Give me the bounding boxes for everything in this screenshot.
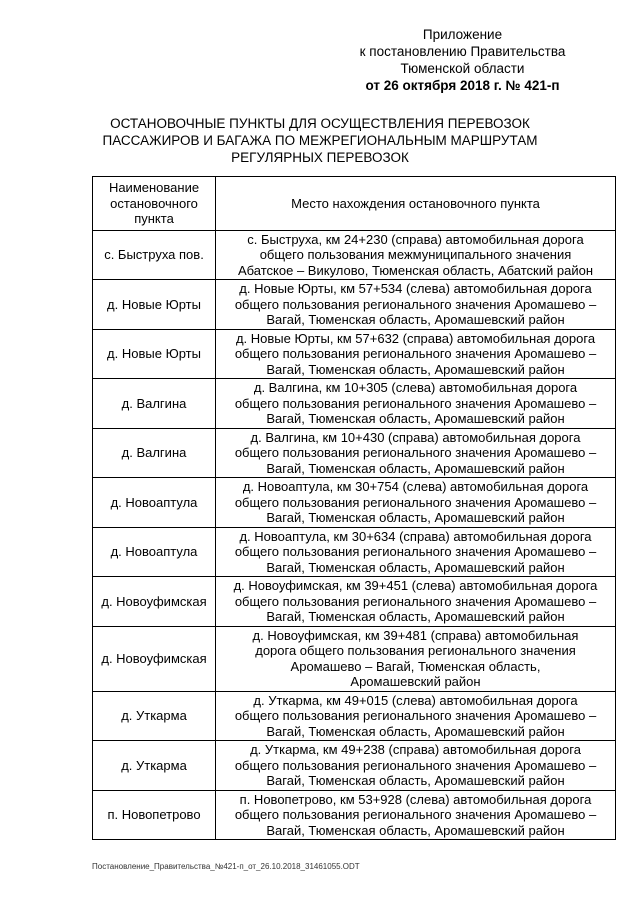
stop-name-cell: д. Уткарма (93, 691, 216, 741)
table-row (93, 790, 616, 840)
location-line: Вагай, Тюменская область, Аромашевский район (266, 312, 565, 327)
location-line: общего пользования регионального значения Аромашево – (234, 807, 597, 822)
table-row (93, 741, 616, 791)
stop-location-cell (216, 230, 616, 280)
file-footer: Постановление_Правительства_№421-п_от_26.10.2018_31461055.ODT (92, 862, 360, 871)
location-line: общего пользования регионального значения Аромашево – (234, 395, 597, 411)
stop-name-cell: д. Новоуфимская (93, 626, 216, 691)
location-line: общего пользования регионального значения Аромашево – (234, 296, 597, 312)
stop-location-cell (216, 577, 616, 627)
annex-region: Тюменской области (400, 61, 525, 76)
location-line: Вагай, Тюменская область, Аромашевский район (266, 510, 565, 525)
location-line: Вагай, Тюменская область, Аромашевский район (266, 723, 565, 739)
location-line: Абатское – Викулово, Тюменская область, Абатский район (237, 262, 594, 278)
table-row (93, 379, 616, 429)
location-line: общего пользования регионального значения Аромашево – (234, 445, 597, 460)
location-line: общего пользования регионального значения Аромашево – (234, 494, 597, 510)
location-line: Вагай, Тюменская область, Аромашевский район (266, 460, 565, 476)
location-line: общего пользования регионального значения Аромашево – (234, 708, 597, 723)
table-row (93, 478, 616, 528)
stop-location-cell (216, 329, 616, 379)
title-line-1: ОСТАНОВОЧНЫЕ ПУНКТЫ ДЛЯ ОСУЩЕСТВЛЕНИЯ ПЕРЕВОЗОК (110, 116, 530, 131)
document-title (80, 115, 560, 166)
annex-resolution: к постановлению Правительства (359, 44, 566, 59)
location-line: с. Быструха, км 24+230 (справа) автомобильная дорога (247, 231, 584, 247)
stop-name-cell: д. Новоаптула (93, 478, 216, 528)
stop-name-cell: с. Быструха пов. (93, 230, 216, 280)
table-body (93, 230, 616, 840)
location-line: общего пользования межмуниципального значения (259, 247, 572, 262)
annex-header (330, 26, 595, 94)
title-line-2: ПАССАЖИРОВ И БАГАЖА ПО МЕЖРЕГИОНАЛЬНЫМ МАРШРУТАМ (102, 133, 538, 148)
location-line: общего пользования регионального значения Аромашево – (234, 757, 597, 773)
location-line: Аромашевский район (350, 674, 481, 689)
location-line: общего пользования регионального значения Аромашево – (234, 544, 597, 559)
location-line: д. Валгина, км 10+305 (слева) автомобильная дорога (253, 380, 578, 395)
stop-name-cell: д. Новоуфимская (93, 577, 216, 627)
stop-location-cell (216, 790, 616, 840)
stops-table (92, 176, 616, 840)
location-line: д. Новоаптула, км 30+754 (слева) автомобильная дорога (242, 479, 589, 494)
location-line: Вагай, Тюменская область, Аромашевский район (266, 559, 565, 575)
table-row (93, 577, 616, 627)
location-line: Вагай, Тюменская область, Аромашевский район (266, 773, 565, 788)
location-line: Аромашево – Вагай, Тюменская область, (290, 658, 541, 674)
location-line: д. Новоуфимская, км 39+481 (справа) автомобильная (252, 627, 579, 643)
stop-location-cell (216, 527, 616, 577)
location-line: Вагай, Тюменская область, Аромашевский район (266, 822, 565, 838)
stop-location-cell (216, 626, 616, 691)
stop-location-cell (216, 741, 616, 791)
stop-name-cell: д. Новоаптула (93, 527, 216, 577)
table-row (93, 691, 616, 741)
location-line: д. Валгина, км 10+430 (справа) автомобильная дорога (250, 429, 581, 445)
header-stop-name: Наименование остановочного пункта (93, 177, 216, 231)
stop-name-cell: д. Валгина (93, 379, 216, 429)
table-row (93, 329, 616, 379)
table-row (93, 626, 616, 691)
stop-location-cell (216, 280, 616, 330)
stop-location-cell (216, 428, 616, 478)
table-row (93, 230, 616, 280)
location-line: Вагай, Тюменская область, Аромашевский район (266, 411, 565, 426)
location-line: Вагай, Тюменская область, Аромашевский район (266, 609, 565, 624)
annex-date-number: от 26 октября 2018 г. № 421-п (365, 78, 560, 93)
stop-name-cell: д. Валгина (93, 428, 216, 478)
location-line: общего пользования регионального значения Аромашево – (234, 346, 597, 361)
location-line: общего пользования регионального значения Аромашево – (234, 593, 597, 609)
stop-name-cell: п. Новопетрово (93, 790, 216, 840)
location-line: д. Уткарма, км 49+015 (слева) автомобильная дорога (253, 692, 578, 708)
stop-location-cell (216, 691, 616, 741)
location-line: д. Новоуфимская, км 39+451 (слева) автомобильная дорога (233, 578, 598, 593)
table-row (93, 527, 616, 577)
table-row (93, 428, 616, 478)
location-line: д. Уткарма, км 49+238 (справа) автомобильная дорога (250, 742, 581, 757)
table-header-row (93, 177, 616, 231)
title-line-3: РЕГУЛЯРНЫХ ПЕРЕВОЗОК (231, 150, 409, 165)
location-line: д. Новые Юрты, км 57+632 (справа) автомобильная дорога (235, 330, 596, 346)
stop-name-cell: д. Новые Юрты (93, 280, 216, 330)
annex-label: Приложение (422, 27, 503, 42)
table-row (93, 280, 616, 330)
location-line: д. Новые Юрты, км 57+534 (слева) автомобильная дорога (239, 281, 592, 296)
location-line: п. Новопетрово, км 53+928 (слева) автомобильная дорога (239, 791, 592, 807)
stop-location-cell (216, 478, 616, 528)
location-line: дорога общего пользования регионального значения (255, 643, 576, 658)
header-stop-location: Место нахождения остановочного пункта (216, 177, 616, 231)
stop-name-cell: д. Уткарма (93, 741, 216, 791)
stop-name-cell: д. Новые Юрты (93, 329, 216, 379)
location-line: Вагай, Тюменская область, Аромашевский район (266, 361, 565, 377)
stop-location-cell (216, 379, 616, 429)
location-line: д. Новоаптула, км 30+634 (справа) автомобильная дорога (239, 528, 592, 544)
